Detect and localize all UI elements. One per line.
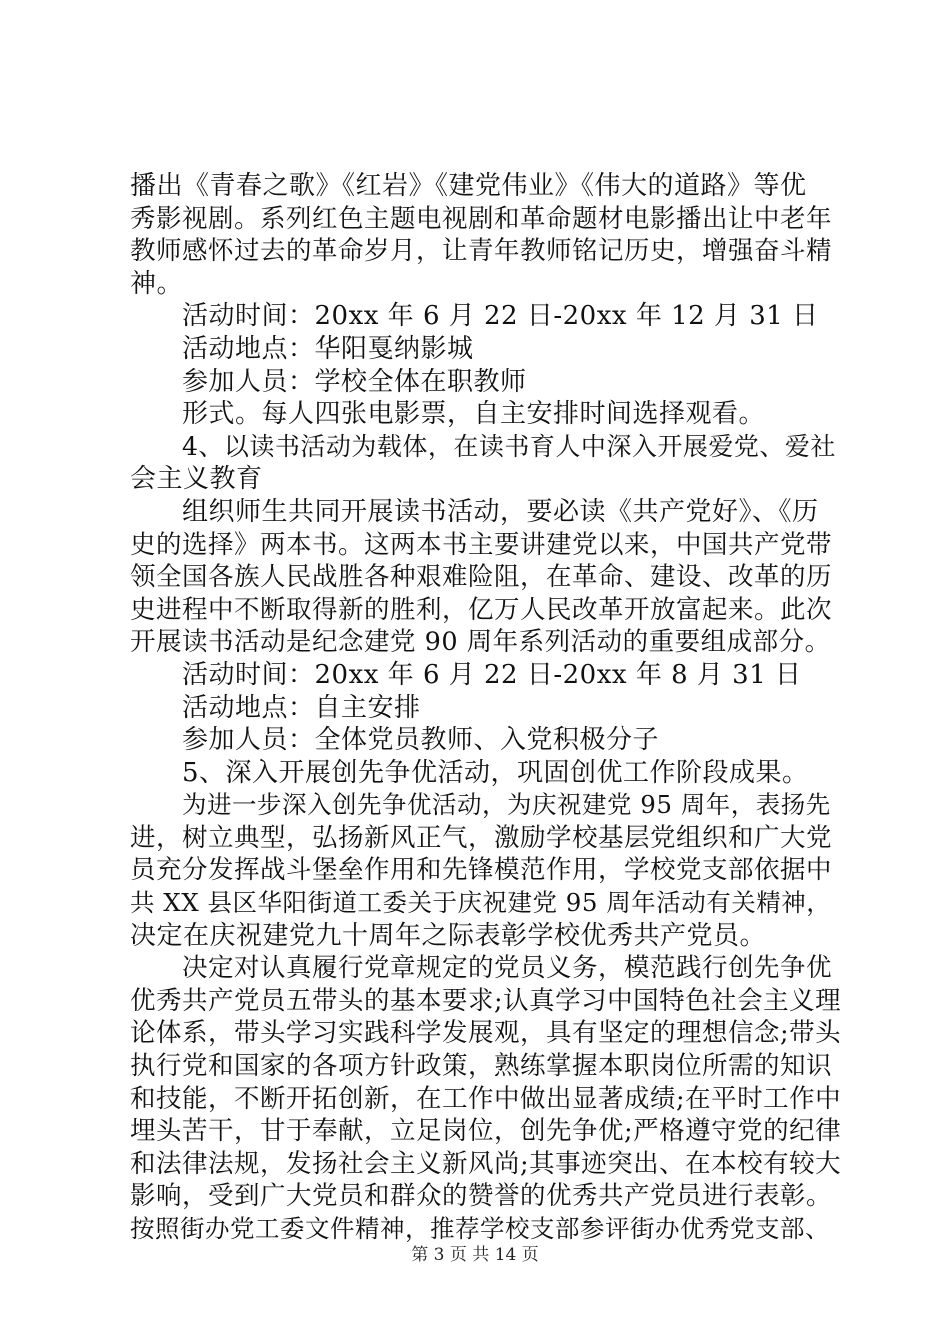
text-line: 教师感怀过去的革命岁月，让青年教师铭记历史，增强奋斗精 [130,236,833,267]
text-line: 史的选择》两本书。这两本书主要讲建党以来，中国共产党带 [130,529,833,560]
text-line: 和法律法规，发扬社会主义新风尚;其事迹突出、在本校有较大 [130,1148,842,1179]
text-line: 进，树立典型，弘扬新风正气，激励学校基层党组织和广大党 [130,822,833,853]
text-line: 决定在庆祝建党九十周年之际表彰学校优秀共产党员。 [130,920,767,951]
text-line: 参加人员：全体党员教师、入党积极分子 [182,725,660,756]
text-line: 播出《青春之歌》《红岩》《建党伟业》《伟大的道路》等优 [130,171,807,201]
text-line: 4、以读书活动为载体，在读书育人中深入开展爱党、爱社 [182,431,836,461]
text-line: 参加人员：学校全体在职教师 [182,366,527,397]
text-line: 共 XX 县区华阳街道工委关于庆祝建党 95 周年活动有关精神， [130,888,832,918]
text-line: 开展读书活动是纪念建党 90 周年系列活动的重要组成部分。 [130,627,831,658]
text-line: 活动地点：自主安排 [182,692,421,723]
text-line: 按照街办党工委文件精神，推荐学校支部参评街办优秀党支部、 [130,1214,830,1243]
text-line: 形式。每人四张电影票，自主安排时间选择观看。 [182,399,766,430]
text-line: 论体系，带头学习实践科学发展观，具有坚定的理想信念;带头 [130,1018,842,1049]
text-line: 优秀共产党员五带头的基本要求;认真学习中国特色社会主义理 [130,985,842,1016]
text-line: 活动地点：华阳戛纳影城 [182,333,474,364]
text-line: 活动时间：20xx 年 6 月 22 日-20xx 年 8 月 31 日 [182,659,802,690]
document-body [130,170,842,1246]
page-footer: 第 3 页 共 14 页 [411,1245,539,1265]
text-line: 执行党和国家的各项方针政策，熟练掌握本职岗位所需的知识 [130,1051,833,1082]
text-line: 领全国各族人民战胜各种艰难险阻，在革命、建设、改革的历 [130,562,833,593]
text-line: 秀影视剧。系列红色主题电视剧和革命题材电影播出让中老年 [130,203,833,234]
text-line: 5、深入开展创先争优活动，巩固创优工作阶段成果。 [182,757,809,788]
text-line: 为进一步深入创先争优活动，为庆祝建党 95 周年，表扬先 [182,790,831,820]
text-line: 组织师生共同开展读书活动，要必读《共产党好》、《历 [182,496,819,527]
text-line: 史进程中不断取得新的胜利，亿万人民改革开放富起来。此次 [130,594,833,625]
text-line: 神。 [130,268,184,299]
text-line: 影响，受到广大党员和群众的赞誉的优秀共产党员进行表彰。 [130,1181,833,1212]
text-line: 和技能，不断开拓创新，在工作中做出显著成绩;在平时工作中 [130,1083,842,1114]
text-line: 员充分发挥战斗堡垒作用和先锋模范作用，学校党支部依据中 [130,855,833,886]
text-line: 会主义教育 [130,464,263,495]
text-line: 埋头苦干，甘于奉献，立足岗位，创先争优;严格遵守党的纪律 [130,1116,842,1147]
text-line: 决定对认真履行党章规定的党员义务，模范践行创先争优 [182,953,833,984]
text-line: 活动时间：20xx 年 6 月 22 日-20xx 年 12 月 31 日 [182,301,819,332]
